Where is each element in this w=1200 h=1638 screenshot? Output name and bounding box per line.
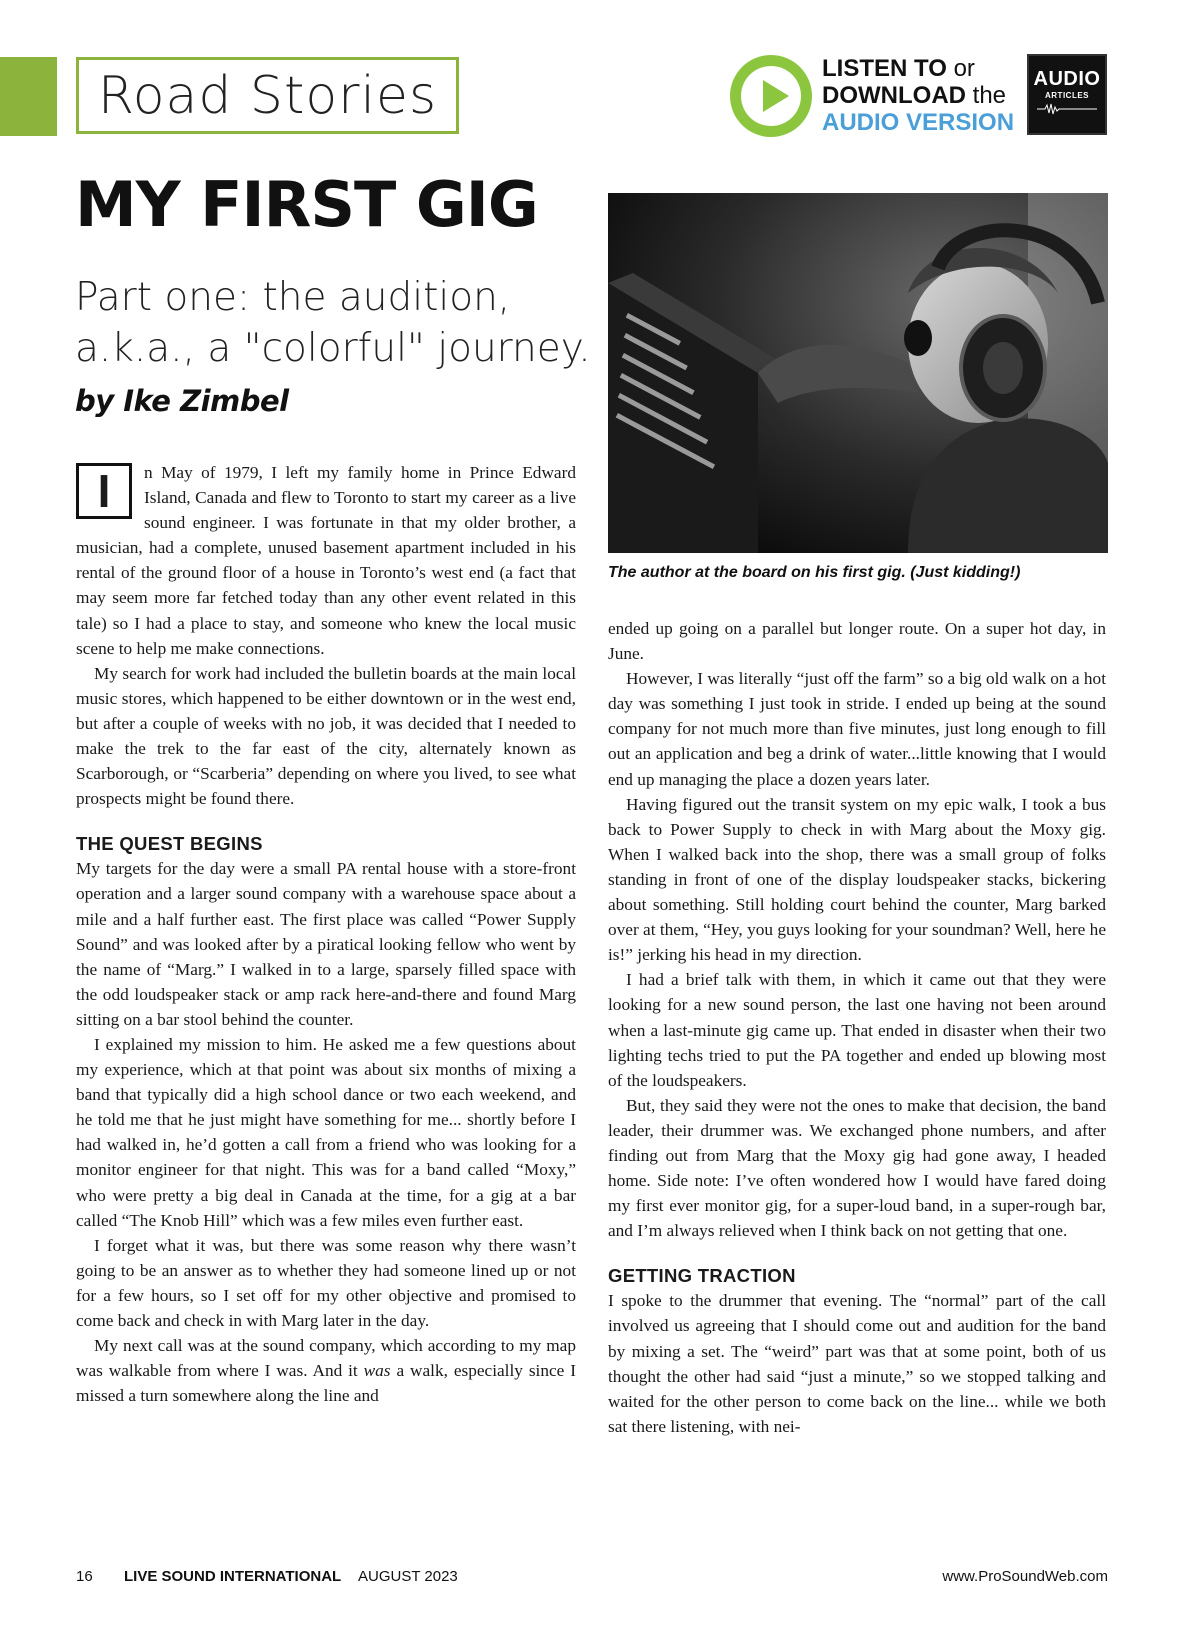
paragraph: I had a brief talk with them, in which it came out that they were looking for a new sound person, the last one having not been around when a last-minute gig came up. That ended in disaster when their two lighting techs tried to put the PA together and ended up blowing most of the loudspeakers. <box>608 970 1106 1090</box>
paragraph-text: n May of 1979, I left my family home in Prince Edward Island, Canada and flew to Toronto to start my career as a live sound engineer. I was fortunate in that my older brother, a musician, had a complete, unused basement apartment included in his rental of the ground floor of a house in Toronto’s west end (a fact that may seem more far fetched today than any other event related in this tale) so I had a place to stay, and someone who knew the local music scene to help me make connections. <box>76 463 576 658</box>
section-label-box <box>76 57 459 134</box>
listen-label: LISTEN TO <box>822 55 947 82</box>
paragraph-text: a walk, especially since I missed a turn somewhere along the line and <box>76 1361 576 1406</box>
audio-promo-text[interactable] <box>822 55 1022 136</box>
paragraph: My search for work had included the bulletin boards at the main local music stores, which happened to be either downtown or in the west end, but after a couple of weeks with no job, it was decided that I needed to make the trek to the far east of the city, alternately known as Scarborough, or “Scarberia” depending on where you lived, to see what prospects might be found there. <box>76 663 576 809</box>
audio-articles-badge[interactable] <box>1027 54 1107 135</box>
paragraph: But, they said they were not the ones to make that decision, the band leader, their drummer was. We exchanged phone numbers, and after finding out from Marg that the Moxy gig had gone away, I headed home. Side note: I’ve often wondered how I would have fared doing my first ever monitor gig, for a super-loud band, in a super-rough bar, and I’m always relieved when I think back on not getting that one. <box>608 1095 1106 1241</box>
audio-badge-title: AUDIO <box>1033 68 1101 90</box>
paragraph <box>76 460 576 661</box>
paragraph-text: My next call was at the sound company, which according to my map was walkable from where I was. And it <box>76 1336 576 1381</box>
drop-cap: I <box>76 463 132 519</box>
website-link[interactable]: www.ProSoundWeb.com <box>942 1568 1108 1585</box>
emphasis-text: was <box>363 1361 391 1381</box>
paragraph: ended up going on a parallel but longer route. On a super hot day, in June. <box>608 619 1106 664</box>
issue-date: AUGUST 2023 <box>358 1568 458 1585</box>
paragraph <box>76 1333 576 1408</box>
section-heading: GETTING TRACTION <box>608 1265 796 1287</box>
article-title: MY FIRST GIG <box>75 168 538 241</box>
left-column <box>76 460 576 1408</box>
paragraph: However, I was literally “just off the farm” so a big old walk on a hot day was something I just took in stride. I ended up being at the sound company for not much more than five minutes, just long enough to fill out an application and beg a drink of water...little knowing that I would end up managing the place a dozen years later. <box>608 669 1106 789</box>
article-subtitle: Part one: the audition, a.k.a., a "colorful" journey. <box>75 275 591 371</box>
section-accent-tab <box>0 57 57 136</box>
paragraph: My targets for the day were a small PA rental house with a store-front operation and a larger sound company with a warehouse space about a mile and a half further east. The first place was called “Power Supply Sound” and was looked after by a piratical looking fellow who went by the name of “Marg.” I walked in to a large, sparsely filled space with the odd loudspeaker stack or amp rack here-and-there and found Marg sitting on a bar stool behind the counter. <box>76 859 576 1029</box>
section-heading: THE QUEST BEGINS <box>76 833 263 855</box>
or-label: or <box>953 55 975 82</box>
waveform-icon <box>1037 102 1097 116</box>
article-byline: by Ike Zimbel <box>75 384 289 418</box>
play-icon[interactable] <box>730 55 812 137</box>
right-column <box>608 616 1106 1439</box>
paragraph: I forget what it was, but there was some reason why there wasn’t going to be an answer as to whether they had someone lined up or not for a few hours, so I set off for my other objective and promised to come back and check in with Marg later in the day. <box>76 1235 576 1330</box>
section-label: Road Stories <box>97 65 438 126</box>
the-label: the <box>972 82 1007 109</box>
paragraph: Having figured out the transit system on my epic walk, I took a bus back to Power Supply to check in with Marg about the Moxy gig. When I walked back into the shop, there was a small group of folks standing in front of one of the display loudspeaker stacks, bickering about something. Still holding court behind the counter, Marg barked over at them, “Hey, you guys looking for your soundman? Well, here he is!” jerking his head in my direction. <box>608 794 1106 965</box>
author-photo <box>608 193 1108 553</box>
photo-caption: The author at the board on his first gig. (Just kidding!) <box>608 564 1021 581</box>
paragraph: I spoke to the drummer that evening. The “normal” part of the call involved us agreeing that I should come out and audition for the band by mixing a set. The “weird” part was that at some point, both of us thought the other had said “just a minute,” so we stopped talking and waited for the other person to come back on the line... while we both sat there listening, with nei- <box>608 1291 1106 1436</box>
paragraph: I explained my mission to him. He asked me a few questions about my experience, which at that point was about six months of mixing a band that typically did a high school dance or two each weekend, and he told me that he just might have something for me... shortly before I had walked in, he’d gotten a call from a friend who was looking for a monitor engineer for that night. This was for a band called “Moxy,” who were pretty a big deal in Canada at the time, for a gig at a bar called “The Knob Hill” which was a few miles even further east. <box>76 1034 576 1230</box>
page-number: 16 <box>76 1568 93 1585</box>
magazine-name: LIVE SOUND INTERNATIONAL <box>124 1568 342 1585</box>
audio-version-label: AUDIO VERSION <box>822 109 1015 136</box>
audio-badge-subtitle: ARTICLES <box>1045 91 1089 100</box>
download-label: DOWNLOAD <box>822 82 966 109</box>
